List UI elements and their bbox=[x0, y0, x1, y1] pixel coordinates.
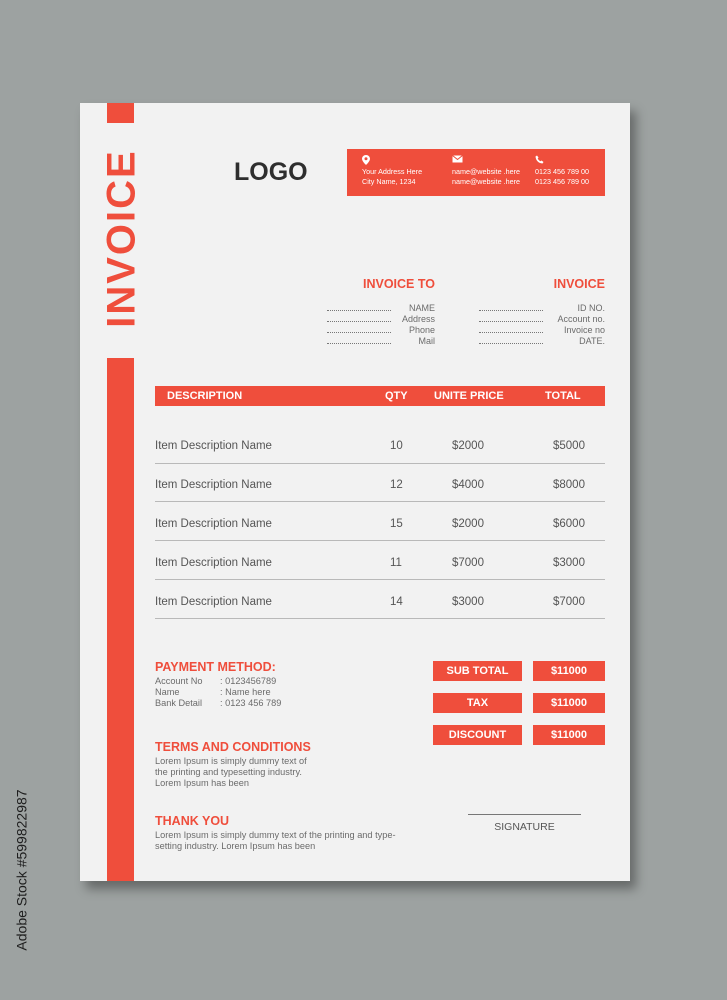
row-price: $2000 bbox=[452, 440, 484, 452]
row-total: $6000 bbox=[553, 518, 585, 530]
location-pin-icon bbox=[362, 155, 422, 167]
col-qty: QTY bbox=[385, 390, 408, 402]
col-description: DESCRIPTION bbox=[167, 390, 243, 402]
signature-label: SIGNATURE bbox=[494, 821, 555, 833]
thank-you-line-2: setting industry. Lorem Ipsum has been bbox=[155, 841, 316, 851]
invoice-to-field-mail: Mail bbox=[418, 336, 435, 346]
row-qty: 14 bbox=[390, 596, 403, 608]
row-total: $5000 bbox=[553, 440, 585, 452]
payment-labels bbox=[155, 676, 230, 709]
address-line-1: Your Address Here bbox=[362, 167, 423, 176]
row-qty: 12 bbox=[390, 479, 403, 491]
contact-phone bbox=[535, 155, 589, 187]
row-qty: 11 bbox=[390, 557, 402, 569]
invoice-sheet bbox=[80, 103, 630, 881]
email-line-2: name@website .here bbox=[452, 177, 521, 186]
col-unit-price: UNITE PRICE bbox=[434, 390, 504, 402]
sidebar-bar-bottom bbox=[107, 358, 134, 881]
tax-label: TAX bbox=[433, 693, 522, 713]
payment-values bbox=[220, 676, 340, 709]
subtotal-value: $11000 bbox=[533, 661, 605, 681]
stock-id bbox=[14, 789, 30, 950]
row-total: $7000 bbox=[553, 596, 585, 608]
table-row bbox=[155, 557, 605, 577]
terms-text bbox=[155, 756, 375, 789]
invoice-info-dotline-4 bbox=[479, 343, 543, 344]
invoice-to-dotline-1 bbox=[327, 310, 391, 311]
contact-email bbox=[452, 155, 520, 187]
table-row bbox=[155, 518, 605, 538]
invoice-info-dotline-3 bbox=[479, 332, 543, 333]
payment-value-account: : 0123456789 bbox=[220, 676, 277, 686]
phone-icon bbox=[535, 155, 589, 167]
side-title-wrapper bbox=[99, 143, 144, 333]
invoice-to-heading: INVOICE TO bbox=[362, 277, 435, 291]
row-description: Item Description Name bbox=[155, 479, 272, 491]
thank-you-line-1: Lorem Ipsum is simply dummy text of the printing and type- bbox=[155, 830, 396, 840]
payment-label-name: Name bbox=[155, 687, 180, 697]
thank-you-text bbox=[155, 830, 455, 852]
address-line-2: City Name, 1234 bbox=[362, 177, 416, 186]
logo: LOGO bbox=[234, 158, 308, 186]
row-total: $8000 bbox=[553, 479, 585, 491]
invoice-to-field-phone: Phone bbox=[408, 325, 435, 335]
row-description: Item Description Name bbox=[155, 518, 272, 530]
row-qty: 10 bbox=[390, 440, 403, 452]
side-title: INVOICE bbox=[99, 148, 144, 328]
invoice-to-dotline-4 bbox=[327, 343, 391, 344]
row-description: Item Description Name bbox=[155, 596, 272, 608]
terms-heading: TERMS AND CONDITIONS bbox=[155, 740, 311, 754]
row-description: Item Description Name bbox=[155, 440, 272, 452]
sidebar-bar-top bbox=[107, 103, 134, 123]
payment-label-bank: Bank Detail bbox=[155, 698, 202, 708]
invoice-info-field-id: ID NO. bbox=[577, 303, 605, 313]
col-total: TOTAL bbox=[545, 390, 581, 402]
stock-id-wrapper bbox=[2, 760, 42, 980]
tax-value: $11000 bbox=[533, 693, 605, 713]
invoice-to-field-address: Address bbox=[401, 314, 435, 324]
discount-value: $11000 bbox=[533, 725, 605, 745]
stock-number: #599822987 bbox=[14, 789, 30, 868]
thank-you-heading: THANK YOU bbox=[155, 814, 230, 828]
invoice-info-dotline-2 bbox=[479, 321, 543, 322]
row-price: $7000 bbox=[452, 557, 484, 569]
payment-value-name: : Name here bbox=[220, 687, 271, 697]
phone-line-2: 0123 456 789 00 bbox=[535, 177, 589, 186]
envelope-icon bbox=[452, 155, 520, 167]
contact-box bbox=[347, 149, 605, 196]
row-description: Item Description Name bbox=[155, 557, 272, 569]
row-separator bbox=[155, 501, 605, 502]
terms-line-3: Lorem Ipsum has been bbox=[155, 778, 249, 788]
stock-brand: Adobe Stock bbox=[14, 871, 30, 951]
row-separator bbox=[155, 618, 605, 619]
terms-line-2: the printing and typesetting industry. bbox=[155, 767, 302, 777]
invoice-to-dotline-2 bbox=[327, 321, 391, 322]
table-row bbox=[155, 440, 605, 460]
email-line-1: name@website .here bbox=[452, 167, 521, 176]
row-total: $3000 bbox=[553, 557, 585, 569]
table-header bbox=[155, 386, 605, 406]
contact-address bbox=[362, 155, 422, 187]
phone-line-1: 0123 456 789 00 bbox=[535, 167, 589, 176]
invoice-info-field-invoice: Invoice no bbox=[563, 325, 605, 335]
discount-label: DISCOUNT bbox=[433, 725, 522, 745]
row-qty: 15 bbox=[390, 518, 403, 530]
signature-line bbox=[468, 814, 581, 815]
row-price: $2000 bbox=[452, 518, 484, 530]
subtotal-label: SUB TOTAL bbox=[433, 661, 522, 681]
table-row bbox=[155, 479, 605, 499]
payment-label-account: Account No bbox=[155, 676, 203, 686]
payment-heading: PAYMENT METHOD: bbox=[155, 660, 276, 674]
invoice-info-field-date: DATE. bbox=[579, 336, 605, 346]
table-row bbox=[155, 596, 605, 616]
row-separator bbox=[155, 463, 605, 464]
invoice-to-dotline-3 bbox=[327, 332, 391, 333]
row-separator bbox=[155, 540, 605, 541]
payment-value-bank: : 0123 456 789 bbox=[220, 698, 282, 708]
invoice-info-heading: INVOICE bbox=[553, 277, 605, 291]
row-separator bbox=[155, 579, 605, 580]
row-price: $3000 bbox=[452, 596, 484, 608]
row-price: $4000 bbox=[452, 479, 484, 491]
invoice-info-dotline-1 bbox=[479, 310, 543, 311]
invoice-info-field-account: Account no. bbox=[557, 314, 605, 324]
terms-line-1: Lorem Ipsum is simply dummy text of bbox=[155, 756, 307, 766]
invoice-to-field-name: NAME bbox=[408, 303, 435, 313]
